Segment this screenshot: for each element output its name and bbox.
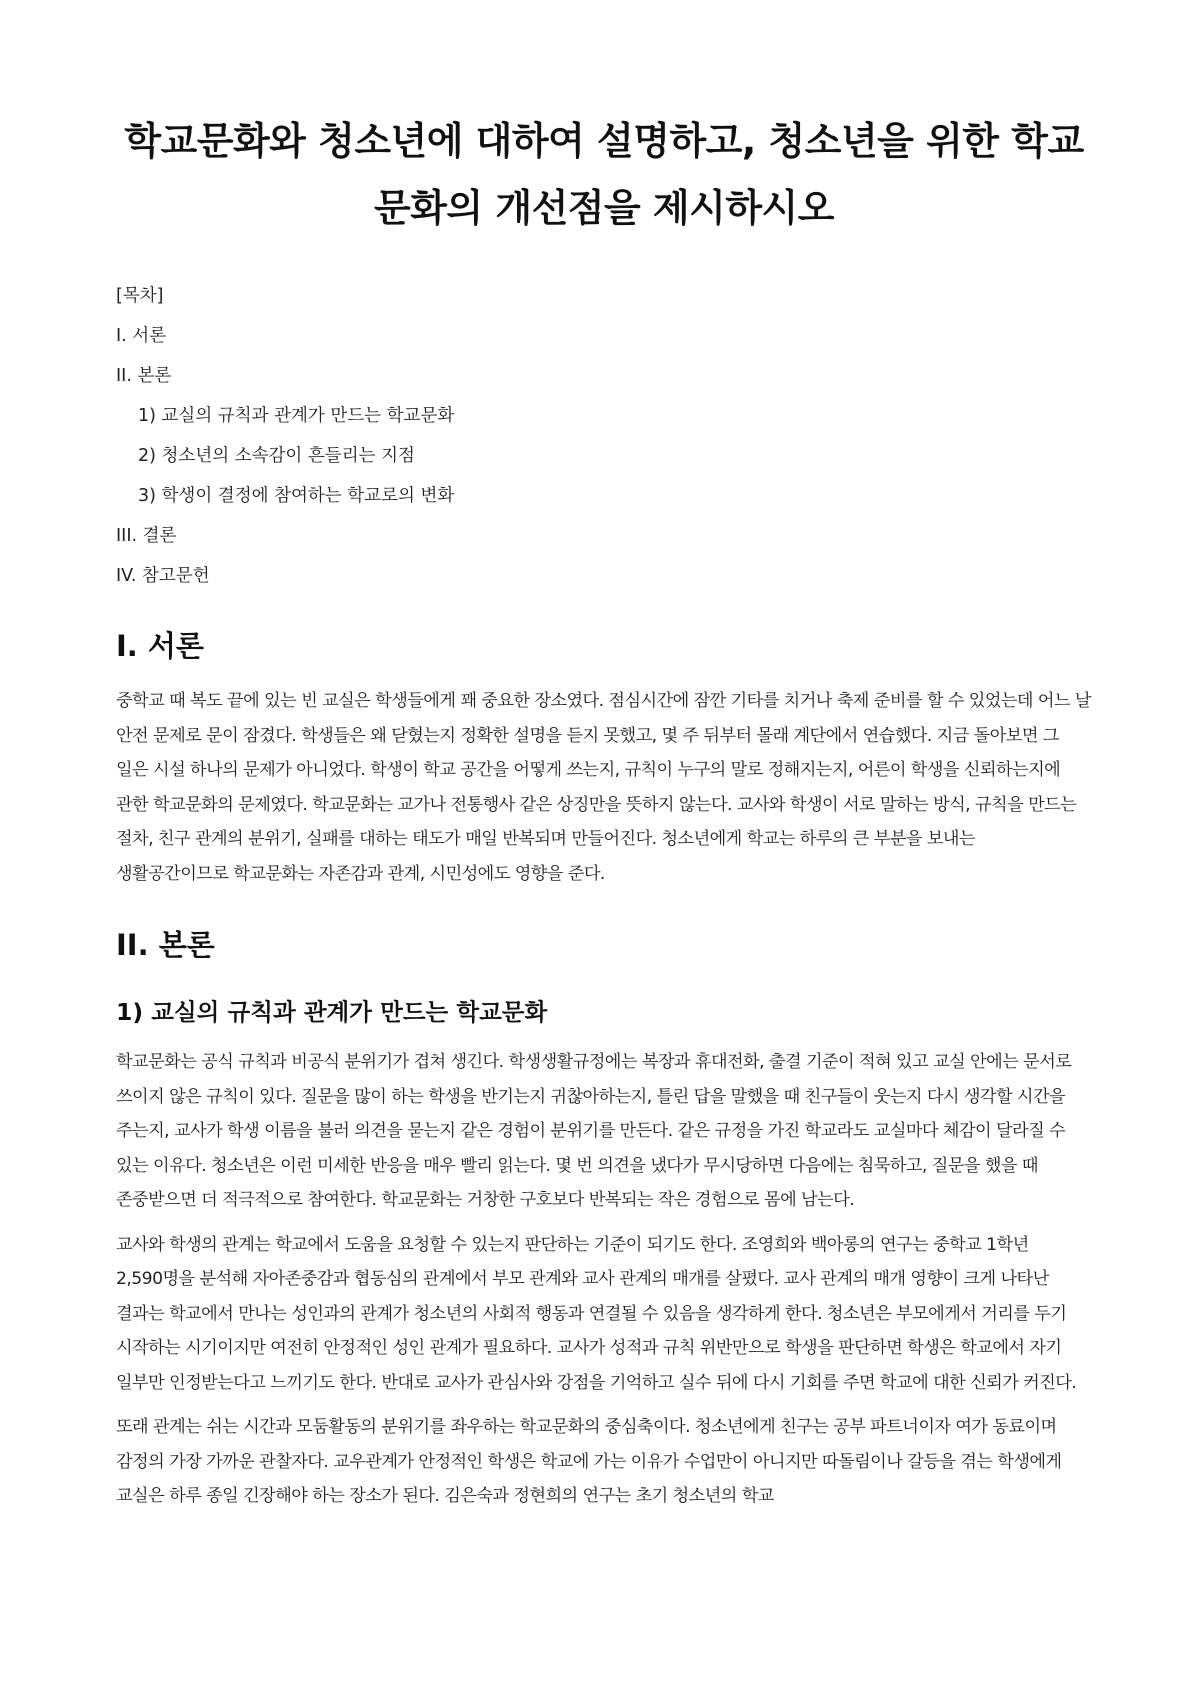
- toc-item-references: IV. 참고문헌: [116, 566, 210, 586]
- intro-paragraph: 중학교 때 복도 끝에 있는 빈 교실은 학생들에게 꽤 중요한 장소였다. 점심시간에 잠깐 기타를 치거나 축제 준비를 할 수 있었는데 어느 날 안전 문제로 문이 잠겼다. 학생들은 왜 닫혔는지 정확한 설명을 듣지 못했고, 몇 주 뒤부터 몰래 계단에서 연습했다. 지금 돌아보면 그 일은 시설 하나의 문제가 아니었다. 학생이 학교 공간을 어떻게 쓰는지, 규칙이 누구의 말로 정해지는지, 어른이 학생을 신뢰하는지에 관한 학교문화의 문제였다. 학교문화는 교가나 전통행사 같은 상징만을 뜻하지 않는다. 교사와 학생이 서로 말하는 방식, 규칙을 만드는 절차, 친구 관계의 분위기, 실패를 대하는 태도가 매일 반복되며 만들어진다. 청소년에게 학교는 하루의 큰 부분을 보내는 생활공간이므로 학교문화는 자존감과 관계, 시민성에도 영향을 준다.: [116, 691, 1091, 884]
- body-paragraph-2: 교사와 학생의 관계는 학교에서 도움을 요청할 수 있는지 판단하는 기준이 되기도 한다. 조영희와 백아롱의 연구는 중학교 1학년 2,590명을 분석해 자아존중감과 협동심의 관계에서 부모 관계와 교사 관계의 매개를 살폈다. 교사 관계의 매개 영향이 크게 나타난 결과는 학교에서 만나는 성인과의 관계가 청소년의 사회적 행동과 연결될 수 있음을 생각하게 한다. 청소년은 부모에게서 거리를 두기 시작하는 시기이지만 여전히 안정적인 성인 관계가 필요하다. 교사가 성적과 규칙 위반만으로 학생을 판단하면 학생은 학교에서 자기 일부만 인정받는다고 느끼기도 한다. 반대로 교사가 관심사와 강점을 기억하고 실수 뒤에 다시 기회를 주면 학교에 대한 신뢰가 커진다.: [116, 1234, 1077, 1393]
- toc-item-body-2: 2) 청소년의 소속감이 흔들리는 지점: [138, 446, 415, 466]
- section-heading-intro: I. 서론: [116, 629, 204, 663]
- toc-item-conclusion: III. 결론: [116, 526, 177, 546]
- toc-heading: [목차]: [116, 286, 164, 306]
- table-of-contents: [116, 276, 1092, 596]
- body-paragraph-1: 학교문화는 공식 규칙과 비공식 분위기가 겹쳐 생긴다. 학생생활규정에는 복장과 휴대전화, 출결 기준이 적혀 있고 교실 안에는 문서로 쓰이지 않은 규칙이 있다. 질문을 많이 하는 학생을 반기는지 귀찮아하는지, 틀린 답을 말했을 때 친구들이 웃는지 다시 생각할 시간을 주는지, 교사가 학생 이름을 불러 의견을 묻는지 같은 경험이 분위기를 만든다. 같은 규정을 가진 학교라도 교실마다 체감이 달라질 수 있는 이유다. 청소년은 이런 미세한 반응을 매우 빨리 읽는다. 몇 번 의견을 냈다가 무시당하면 다음에는 침묵하고, 질문을 했을 때 존중받으면 더 적극적으로 참여한다. 학교문화는 거창한 구호보다 반복되는 작은 경험으로 몸에 남는다.: [116, 1052, 1072, 1210]
- toc-item-body-3: 3) 학생이 결정에 참여하는 학교로의 변화: [138, 486, 455, 506]
- section-heading-body: II. 본론: [116, 928, 215, 962]
- body-paragraph-3: 또래 관계는 쉬는 시간과 모둠활동의 분위기를 좌우하는 학교문화의 중심축이다. 청소년에게 친구는 공부 파트너이자 여가 동료이며 감정의 가장 가까운 관찰자다. 교우관계가 안정적인 학생은 학교에 가는 이유가 수업만이 아니지만 따돌림이나 갈등을 겪는 학생에게 교실은 하루 종일 긴장해야 하는 장소가 된다. 김은숙과 정현희의 연구는 초기 청소년의 학교: [116, 1417, 1062, 1506]
- document-title: 학교문화와 청소년에 대하여 설명하고, 청소년을 위한 학교문화의 개선점을 제시하시오: [124, 119, 1084, 230]
- toc-item-body: II. 본론: [116, 366, 172, 386]
- toc-item-intro: I. 서론: [116, 326, 167, 346]
- subsection-heading-1: 1) 교실의 규칙과 관계가 만드는 학교문화: [116, 998, 548, 1026]
- toc-item-body-1: 1) 교실의 규칙과 관계가 만드는 학교문화: [138, 406, 455, 426]
